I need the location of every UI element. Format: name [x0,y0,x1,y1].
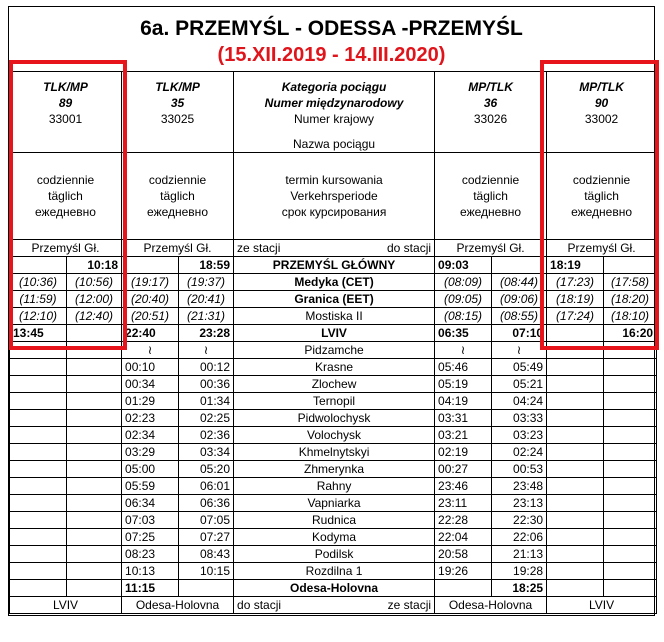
time-cell: (18:10) [604,308,657,325]
station-row [10,478,657,495]
time-cell: (08:44) [492,274,547,291]
time-cell: 07:05 [179,512,234,529]
days-ru: ежедневно [13,204,118,220]
time-cell [547,427,604,444]
time-cell: (12:40) [67,308,122,325]
time-cell: (20:41) [179,291,234,308]
time-cell: 05:19 [435,376,492,393]
time-cell: 22:28 [435,512,492,529]
time-cell: 03:34 [179,444,234,461]
time-cell: (10:56) [67,274,122,291]
station-row [10,461,657,478]
train-36-header [435,72,547,153]
time-cell: 03:31 [435,410,492,427]
time-cell: 01:34 [179,393,234,410]
time-cell: 19:26 [435,563,492,580]
time-cell [10,359,67,376]
station-name: Odesa-Holovna [234,580,435,597]
time-cell: 03:29 [122,444,179,461]
time-cell [604,410,657,427]
station-name: Rudnica [234,512,435,529]
time-cell [547,478,604,495]
time-cell: (17:23) [547,274,604,291]
time-cell [10,444,67,461]
station-name: Rahny [234,478,435,495]
time-cell [122,257,179,274]
time-cell: 04:19 [435,393,492,410]
time-cell: (19:37) [179,274,234,291]
train-national-number: 33026 [438,111,543,127]
days-ru: ежедневно [550,204,653,220]
days-pl: codziennie [125,172,230,188]
train-national-number: 33025 [125,111,230,127]
time-cell: 10:15 [179,563,234,580]
time-cell: 03:33 [492,410,547,427]
time-cell: (17:24) [547,308,604,325]
time-cell: 16:20 [604,325,657,342]
blank-cell [10,614,657,642]
days-de: täglich [438,188,543,204]
time-cell: (09:05) [435,291,492,308]
time-cell [179,580,234,597]
time-cell: 18:59 [179,257,234,274]
from-station-label: ze stacji [388,597,431,613]
time-cell [604,512,657,529]
time-cell: (20:40) [122,291,179,308]
highlight-box-train-90 [540,60,659,350]
train-category: MP/TLK [550,79,653,95]
time-cell [604,461,657,478]
station-name: Granica (EET) [234,291,435,308]
time-cell [604,359,657,376]
time-cell: 00:27 [435,461,492,478]
time-cell [10,376,67,393]
time-cell: 06:36 [179,495,234,512]
page-title: 6a. PRZEMYŚL - ODESSA -PRZEMYŚL [9,17,654,41]
time-cell: 07:03 [122,512,179,529]
time-cell: 18:25 [492,580,547,597]
time-cell: 22:30 [492,512,547,529]
train-national-number: 33001 [13,111,118,127]
time-cell: 11:15 [122,580,179,597]
time-cell: 18:19 [547,257,604,274]
train-national-number: 33002 [550,111,653,127]
days-ru: ежедневно [438,204,543,220]
time-cell [67,427,122,444]
time-cell [10,495,67,512]
time-cell: 19:28 [492,563,547,580]
time-cell: 23:11 [435,495,492,512]
days-pl: codziennie [13,172,118,188]
time-cell [67,580,122,597]
time-cell: 10:13 [122,563,179,580]
direction-legend-bottom [234,597,435,614]
time-cell: ≀ [122,342,179,359]
time-cell [67,444,122,461]
time-cell [547,546,604,563]
days-pl: codziennie [550,172,653,188]
time-cell [10,478,67,495]
station-row [10,359,657,376]
time-cell [435,580,492,597]
time-cell [67,359,122,376]
time-cell: 07:10 [492,325,547,342]
station-row [10,529,657,546]
time-cell [604,427,657,444]
time-cell: 02:36 [179,427,234,444]
station-name: Kodyma [234,529,435,546]
time-cell: (12:10) [10,308,67,325]
origin-35: Przemyśl Gł. [122,240,234,257]
time-cell: 23:48 [492,478,547,495]
time-cell: 05:20 [179,461,234,478]
train-35-header [122,72,234,153]
station-row [10,563,657,580]
time-cell: (17:58) [604,274,657,291]
train-category: TLK/MP [125,79,230,95]
time-cell: 00:10 [122,359,179,376]
days-36 [435,153,547,240]
time-cell [10,410,67,427]
destination-89: LVIV [10,597,122,614]
time-cell: 06:01 [179,478,234,495]
origin-90: Przemyśl Gł. [547,240,657,257]
category-legend [234,72,435,153]
station-name: Ternopil [234,393,435,410]
time-cell [67,529,122,546]
destination-row [10,597,657,614]
station-name: Pidwolochysk [234,410,435,427]
time-cell: (20:51) [122,308,179,325]
time-cell [604,529,657,546]
time-cell: 06:34 [122,495,179,512]
time-cell [604,444,657,461]
time-cell: (10:36) [10,274,67,291]
time-cell: 09:03 [435,257,492,274]
time-cell: 02:19 [435,444,492,461]
time-cell: 21:13 [492,546,547,563]
time-cell: 00:36 [179,376,234,393]
time-cell: 23:28 [179,325,234,342]
train-intl-number: 36 [438,95,543,111]
time-cell: 00:34 [122,376,179,393]
station-row [10,580,657,597]
station-name: Medyka (CET) [234,274,435,291]
time-cell [604,580,657,597]
time-cell: 03:23 [492,427,547,444]
station-name: Rozdilna 1 [234,563,435,580]
time-cell [604,393,657,410]
time-cell: 02:23 [122,410,179,427]
station-row [10,444,657,461]
time-cell [547,444,604,461]
days-de: täglich [125,188,230,204]
period-label-ru: срок курсирования [237,204,431,220]
time-cell: 07:27 [179,529,234,546]
time-cell: (19:17) [122,274,179,291]
period-label-de: Verkehrsperiode [237,188,431,204]
time-cell [604,376,657,393]
train-category: MP/TLK [438,79,543,95]
time-cell: 01:29 [122,393,179,410]
timetable-sheet [8,6,655,616]
station-row [10,495,657,512]
time-cell: (12:00) [67,291,122,308]
time-cell: 00:12 [179,359,234,376]
time-cell: 02:34 [122,427,179,444]
station-name: PRZEMYŚL GŁÓWNY [234,257,435,274]
station-row [10,427,657,444]
time-cell: (08:55) [492,308,547,325]
time-cell [547,580,604,597]
time-cell: 00:53 [492,461,547,478]
time-cell: (11:59) [10,291,67,308]
station-name: Podilsk [234,546,435,563]
station-name: Krasne [234,359,435,376]
station-name: Pidzamche [234,342,435,359]
days-de: täglich [550,188,653,204]
period-label-pl: termin kursowania [237,172,431,188]
time-cell [67,461,122,478]
days-pl: codziennie [438,172,543,188]
time-cell [10,529,67,546]
train-intl-number: 89 [13,95,118,111]
station-row [10,512,657,529]
legend-national-number: Numer krajowy [237,111,431,127]
time-cell: 05:00 [122,461,179,478]
time-cell [10,512,67,529]
origin-89: Przemyśl Gł. [10,240,122,257]
time-cell: 05:49 [492,359,547,376]
time-cell: 02:25 [179,410,234,427]
time-cell [67,563,122,580]
station-row [10,546,657,563]
station-name: Zlochew [234,376,435,393]
time-cell: 02:24 [492,444,547,461]
station-name: Zhmerynka [234,461,435,478]
days-ru: ежедневно [125,204,230,220]
time-cell [10,393,67,410]
destination-36: Odesa-Holovna [435,597,547,614]
legend-train-name: Nazwa pociągu [237,136,431,152]
time-cell [10,563,67,580]
station-name: Khmelnytskyi [234,444,435,461]
time-cell: 22:04 [435,529,492,546]
time-cell [10,580,67,597]
station-name: Volochysk [234,427,435,444]
time-cell [547,495,604,512]
origin-36: Przemyśl Gł. [435,240,547,257]
period-legend [234,153,435,240]
time-cell: 03:21 [435,427,492,444]
time-cell [10,427,67,444]
time-cell [547,512,604,529]
direction-legend-top [234,240,435,257]
time-cell: 05:21 [492,376,547,393]
time-cell [547,563,604,580]
time-cell [67,546,122,563]
time-cell: 05:59 [122,478,179,495]
time-cell: (18:19) [547,291,604,308]
time-cell [604,563,657,580]
time-cell [10,461,67,478]
time-cell [547,461,604,478]
station-name: Vapniarka [234,495,435,512]
validity-period: (15.XII.2019 - 14.III.2020) [9,43,654,67]
time-cell: (18:20) [604,291,657,308]
time-cell: 23:46 [435,478,492,495]
from-station-label: ze stacji [237,240,280,256]
time-cell [10,546,67,563]
time-cell: 04:24 [492,393,547,410]
destination-35: Odesa-Holovna [122,597,234,614]
time-cell [67,495,122,512]
station-row [10,393,657,410]
time-cell [67,393,122,410]
time-cell: (09:06) [492,291,547,308]
time-cell [67,376,122,393]
time-cell: 06:35 [435,325,492,342]
time-cell [547,359,604,376]
time-cell [67,512,122,529]
time-cell [604,478,657,495]
legend-intl-number: Numer międzynarodowy [237,95,431,111]
time-cell: 13:45 [10,325,67,342]
time-cell: (08:09) [435,274,492,291]
destination-90: LVIV [547,597,657,614]
time-cell: 20:58 [435,546,492,563]
time-cell: 22:40 [122,325,179,342]
time-cell: 05:46 [435,359,492,376]
time-cell [547,410,604,427]
time-cell [604,546,657,563]
to-station-label: do stacji [387,240,431,256]
time-cell: 07:25 [122,529,179,546]
train-intl-number: 35 [125,95,230,111]
time-cell: (08:15) [435,308,492,325]
time-cell [67,478,122,495]
time-cell: 22:06 [492,529,547,546]
days-de: täglich [13,188,118,204]
time-cell: 08:23 [122,546,179,563]
station-row [10,376,657,393]
time-cell: 23:13 [492,495,547,512]
time-cell [547,393,604,410]
time-cell: ≀ [435,342,492,359]
train-intl-number: 90 [550,95,653,111]
time-cell [67,410,122,427]
to-station-label: do stacji [237,597,281,613]
time-cell: (21:31) [179,308,234,325]
station-name: LVIV [234,325,435,342]
days-35 [122,153,234,240]
time-cell: ≀ [492,342,547,359]
time-cell: ≀ [179,342,234,359]
time-cell: 10:18 [67,257,122,274]
station-row [10,410,657,427]
blank-row [10,614,657,642]
time-cell [547,376,604,393]
time-cell: 08:43 [179,546,234,563]
train-category: TLK/MP [13,79,118,95]
station-name: Mostiska II [234,308,435,325]
legend-category: Kategoria pociągu [237,79,431,95]
time-cell [547,529,604,546]
time-cell [492,257,547,274]
highlight-box-train-89 [9,60,127,350]
time-cell [604,495,657,512]
